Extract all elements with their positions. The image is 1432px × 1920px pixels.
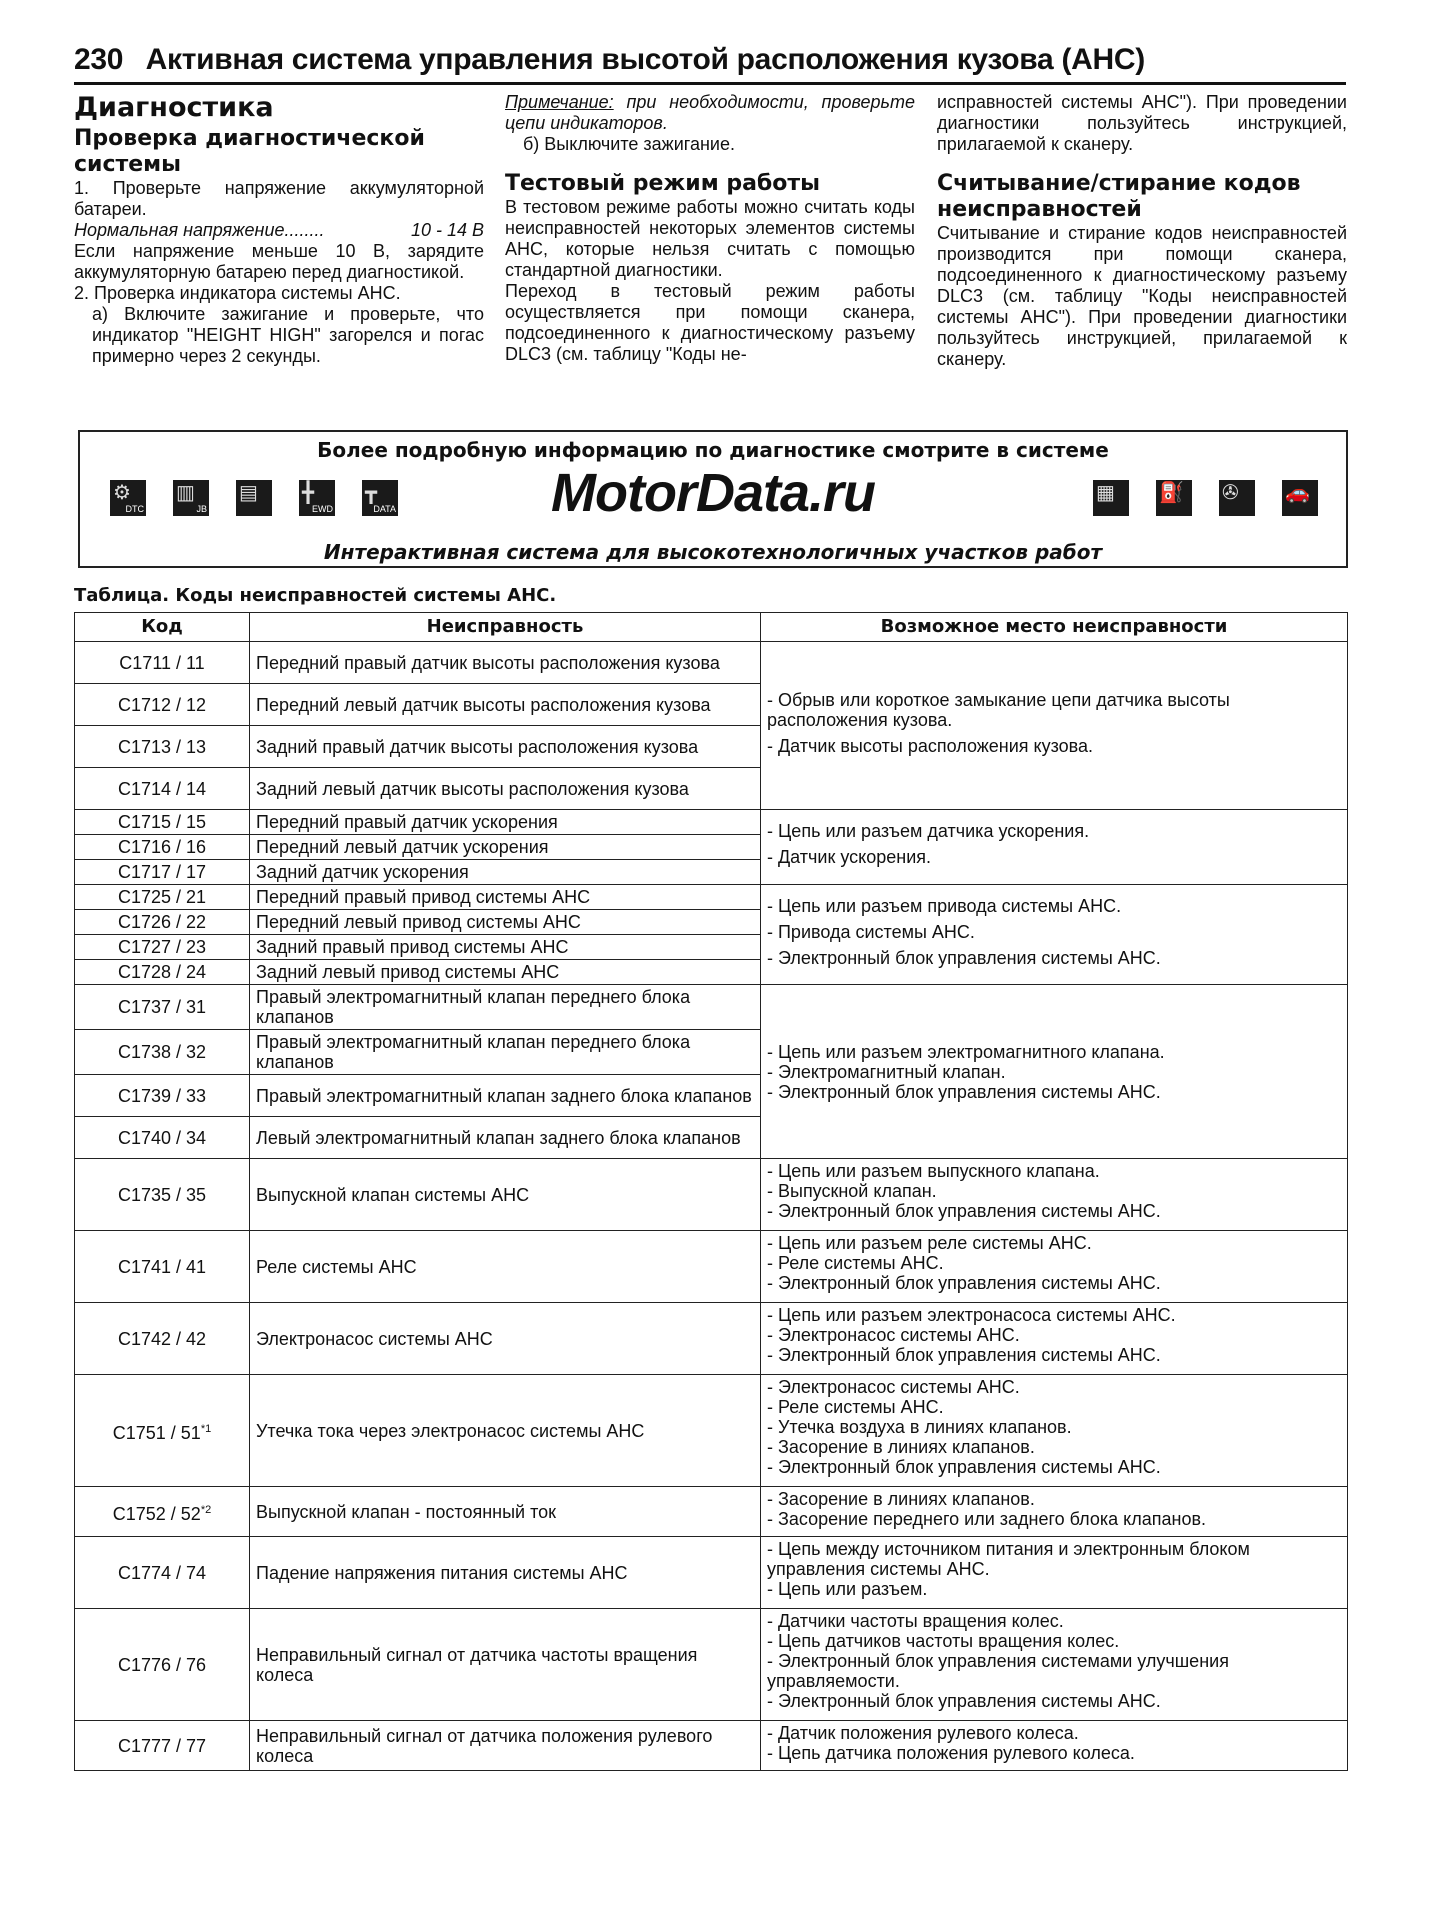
table-header-row <box>75 613 1348 642</box>
fault-description: Правый электромагнитный клапан заднего блока клапанов <box>250 1075 761 1117</box>
step-1-note: Если напряжение меньше 10 В, зарядите аккумуляторную батарею перед диагностикой. <box>74 241 484 282</box>
location-item: - Электронный блок управления системы АНС. <box>767 1081 1161 1102</box>
note-label: Примечание: <box>505 92 614 112</box>
fault-description: Утечка тока через электронасос системы АНС <box>250 1375 761 1487</box>
fault-location <box>761 1609 1348 1721</box>
dtc-icon: ⚙ DTC <box>110 480 146 516</box>
pin-data-icon: ┳ DATA <box>362 480 398 516</box>
location-item: - Электронасос системы АНС. <box>767 1377 1020 1397</box>
motordata-logo[interactable]: MotorData.ru <box>551 463 875 523</box>
location-item: - Засорение переднего или заднего блока клапанов. <box>767 1509 1207 1529</box>
voltage-spec-label: Нормальная напряжение........ <box>74 220 325 240</box>
location-item: - Засорение в линиях клапанов. <box>767 1437 1035 1457</box>
location-item: - Цепь датчика положения рулевого колеса. <box>767 1743 1135 1763</box>
table-row <box>75 985 1348 1030</box>
fault-code: C1727 / 23 <box>75 935 250 960</box>
oil-can-icon: ⛽ <box>1156 480 1192 516</box>
junction-block-icon: ▥ JB <box>173 480 209 516</box>
fault-codes-table <box>74 612 1348 1771</box>
fault-description: Задний правый привод системы АНС <box>250 935 761 960</box>
fault-location <box>761 1487 1348 1537</box>
fault-location <box>761 1231 1348 1303</box>
page-title: Активная система управления высотой расположения кузова (АНС) <box>145 43 1145 76</box>
location-item: - Засорение в линиях клапанов. <box>767 1489 1035 1509</box>
fault-code: C1726 / 22 <box>75 910 250 935</box>
fault-code: C1714 / 14 <box>75 768 250 810</box>
page-number: 230 <box>74 43 124 76</box>
fault-code: C1715 / 15 <box>75 810 250 835</box>
note <box>505 92 915 134</box>
fault-description: Передний левый датчик ускорения <box>250 835 761 860</box>
fault-code: C1712 / 12 <box>75 684 250 726</box>
test-mode-para-2: Переход в тестовый режим работы осуществляется при помощи сканера, подсоединенного к диагностическому разъему DLC3 (см. таблицу "Коды не- <box>505 281 915 364</box>
wheel-icon: ✇ <box>1219 480 1255 516</box>
fault-description: Передний правый привод системы АНС <box>250 885 761 910</box>
fault-description: Неправильный сигнал от датчика частоты вращения колеса <box>250 1609 761 1721</box>
footnote-marker: *2 <box>200 1503 212 1516</box>
location-item: - Электронный блок управления системы АНС. <box>767 1345 1161 1365</box>
section-heading-diagnostics: Диагностика <box>74 92 274 123</box>
location-item: - Датчики частоты вращения колес. <box>767 1611 1064 1631</box>
header-code: Код <box>75 613 250 642</box>
location-item: - Цепь или разъем электронасоса системы АНС. <box>767 1305 1176 1325</box>
fault-description: Падение напряжения питания системы АНС <box>250 1537 761 1609</box>
fault-code: C1738 / 32 <box>75 1030 250 1075</box>
column-diagnostics <box>74 92 484 367</box>
section-heading-test-mode: Тестовый режим работы <box>505 171 821 196</box>
table-row <box>75 1537 1348 1609</box>
location-item: - Электронный блок управления системы АНС. <box>767 1691 1161 1711</box>
fault-description: Задний левый датчик высоты расположения кузова <box>250 768 761 810</box>
location-item: - Электромагнитный клапан. <box>767 1061 1006 1082</box>
fault-location <box>761 985 1348 1159</box>
fault-description: Выпускной клапан системы АНС <box>250 1159 761 1231</box>
table-row <box>75 885 1348 910</box>
fault-description: Выпускной клапан - постоянный ток <box>250 1487 761 1537</box>
fault-code: C1741 / 41 <box>75 1231 250 1303</box>
location-item: - Электронный блок управления системами улучшения управляемости. <box>767 1651 1229 1691</box>
fault-description: Передний левый привод системы АНС <box>250 910 761 935</box>
location-item: - Цепь датчиков частоты вращения колес. <box>767 1631 1120 1651</box>
fault-location <box>761 642 1348 810</box>
voltage-spec <box>74 220 484 241</box>
fault-code: C1717 / 17 <box>75 860 250 885</box>
ewd-icon: ╋ EWD <box>299 480 335 516</box>
page-header <box>74 38 1346 85</box>
fault-code: C1742 / 42 <box>75 1303 250 1375</box>
location-item: - Цепь или разъем привода системы АНС. <box>767 895 1122 916</box>
table-row <box>75 1231 1348 1303</box>
fault-code: C1725 / 21 <box>75 885 250 910</box>
location-item: - Цепь или разъем выпускного клапана. <box>767 1161 1100 1181</box>
fault-location <box>761 1159 1348 1231</box>
fault-description: Передний правый датчик высоты расположения кузова <box>250 642 761 684</box>
location-item: - Электронный блок управления системы АНС. <box>767 1457 1161 1477</box>
fault-location <box>761 1375 1348 1487</box>
table-row <box>75 1375 1348 1487</box>
fault-code: C1777 / 77 <box>75 1721 250 1771</box>
fault-location <box>761 1721 1348 1771</box>
location-item: - Электронный блок управления системы АНС. <box>767 947 1161 968</box>
fault-code: C1728 / 24 <box>75 960 250 985</box>
fault-location <box>761 810 1348 885</box>
column-read-erase <box>937 92 1347 370</box>
location-item: - Цепь или разъем. <box>767 1579 928 1599</box>
fault-location <box>761 885 1348 985</box>
fault-location <box>761 1537 1348 1609</box>
fault-description: Передний левый датчик высоты расположения кузова <box>250 684 761 726</box>
step-2b-text: б) Выключите зажигание. <box>523 134 735 154</box>
fault-code: C1735 / 35 <box>75 1159 250 1231</box>
table-row <box>75 1303 1348 1375</box>
fault-description: Задний датчик ускорения <box>250 860 761 885</box>
subheading-check-system: Проверка диагностической системы <box>74 126 425 177</box>
fault-description: Левый электромагнитный клапан заднего блока клапанов <box>250 1117 761 1159</box>
fault-code: C1711 / 11 <box>75 642 250 684</box>
location-item: - Привода системы АНС. <box>767 921 975 942</box>
connector-icon: ▦ <box>1093 480 1129 516</box>
location-item: - Цепь между источником питания и электронным блоком управления системы АНС. <box>767 1539 1250 1579</box>
fault-description: Задний правый датчик высоты расположения кузова <box>250 726 761 768</box>
location-item: - Электронный блок управления системы АНС. <box>767 1273 1161 1293</box>
fault-description: Неправильный сигнал от датчика положения рулевого колеса <box>250 1721 761 1771</box>
fault-code: C1752 / 52$^{*2}$ <box>75 1487 250 1537</box>
fault-code: C1774 / 74 <box>75 1537 250 1609</box>
header-fault: Неисправность <box>250 613 761 642</box>
location-item: - Датчик положения рулевого колеса. <box>767 1723 1079 1743</box>
location-item: - Цепь или разъем реле системы АНС. <box>767 1233 1092 1253</box>
fault-description: Реле системы АНС <box>250 1231 761 1303</box>
fault-code: C1716 / 16 <box>75 835 250 860</box>
read-erase-para: Считывание и стирание кодов неисправностей производится при помощи сканера, подсоединенного к диагностическому разъему DLC3 (см. таблицу "Коды неисправностей системы АНС"). При проведении диагностики пользуйтесь инструкцией, прилагаемой к сканеру. <box>937 223 1347 369</box>
step-2a-text: а) Включите зажигание и проверьте, что индикатор "HEIGHT HIGH" загорелся и погас примерно через 2 секунды. <box>92 304 484 366</box>
fault-code: C1776 / 76 <box>75 1609 250 1721</box>
location-item: - Утечка воздуха в линиях клапанов. <box>767 1417 1072 1437</box>
fault-location <box>761 1303 1348 1375</box>
promo-top-text: Более подробную информацию по диагностике смотрите в системе <box>317 438 1109 462</box>
table-row <box>75 1487 1348 1537</box>
note-text: при необходимости, проверьте цепи индикаторов. <box>505 92 915 133</box>
location-item: - Выпускной клапан. <box>767 1181 937 1201</box>
promo-bottom-text: Интерактивная система для высокотехнологичных участков работ <box>323 540 1103 564</box>
location-item: - Реле системы АНС. <box>767 1253 944 1273</box>
location-item: - Цепь или разъем датчика ускорения. <box>767 821 1090 841</box>
fault-code: C1739 / 33 <box>75 1075 250 1117</box>
location-item: - Цепь или разъем электромагнитного клапана. <box>767 1041 1165 1062</box>
multimeter-icon: ▤ <box>236 480 272 516</box>
motordata-promo-banner <box>78 430 1348 568</box>
fault-description: Задний левый привод системы АНС <box>250 960 761 985</box>
voltage-spec-value: 10 - 14 В <box>410 220 484 240</box>
fault-description: Правый электромагнитный клапан переднего блока клапанов <box>250 985 761 1030</box>
fault-description: Передний правый датчик ускорения <box>250 810 761 835</box>
footnote-marker: *1 <box>200 1422 212 1435</box>
fault-description: Электронасос системы АНС <box>250 1303 761 1375</box>
location-item: - Электронасос системы АНС. <box>767 1325 1020 1345</box>
table-caption: Таблица. Коды неисправностей системы АНС. <box>74 585 557 606</box>
header-location: Возможное место неисправности <box>761 613 1348 642</box>
location-item: - Электронный блок управления системы АНС. <box>767 1201 1161 1221</box>
test-mode-para-1: В тестовом режиме работы можно считать коды неисправностей некоторых элементов системы АНС, которые нельзя считать с помощью стандартной диагностики. <box>505 197 915 280</box>
location-item: - Датчик высоты расположения кузова. <box>767 735 1094 756</box>
location-item: - Датчик ускорения. <box>767 847 932 867</box>
fault-code: C1737 / 31 <box>75 985 250 1030</box>
table-row <box>75 1721 1348 1771</box>
section-heading-read-erase: Считывание/стирание кодов неисправностей <box>937 171 1301 222</box>
table-row <box>75 1159 1348 1231</box>
step-1-text: 1. Проверьте напряжение аккумуляторной батареи. <box>74 178 484 219</box>
table-row <box>75 1609 1348 1721</box>
fault-description: Правый электромагнитный клапан переднего блока клапанов <box>250 1030 761 1075</box>
table-row <box>75 810 1348 835</box>
table-row <box>75 642 1348 684</box>
location-item: - Реле системы АНС. <box>767 1397 944 1417</box>
step-2-text: 2. Проверка индикатора системы АНС. <box>74 283 401 303</box>
car-service-icon: 🚗 <box>1282 480 1318 516</box>
promo-icons-right <box>1093 480 1318 516</box>
column-test-mode <box>505 92 915 365</box>
fault-code: C1713 / 13 <box>75 726 250 768</box>
location-item: - Обрыв или короткое замыкание цепи датчика высоты расположения кузова. <box>767 689 1230 730</box>
fault-code: C1751 / 51$^{*1}$ <box>75 1375 250 1487</box>
fault-code: C1740 / 34 <box>75 1117 250 1159</box>
test-mode-para-continued: исправностей системы АНС"). При проведении диагностики пользуйтесь инструкцией, прилагаемой к сканеру. <box>937 92 1347 154</box>
